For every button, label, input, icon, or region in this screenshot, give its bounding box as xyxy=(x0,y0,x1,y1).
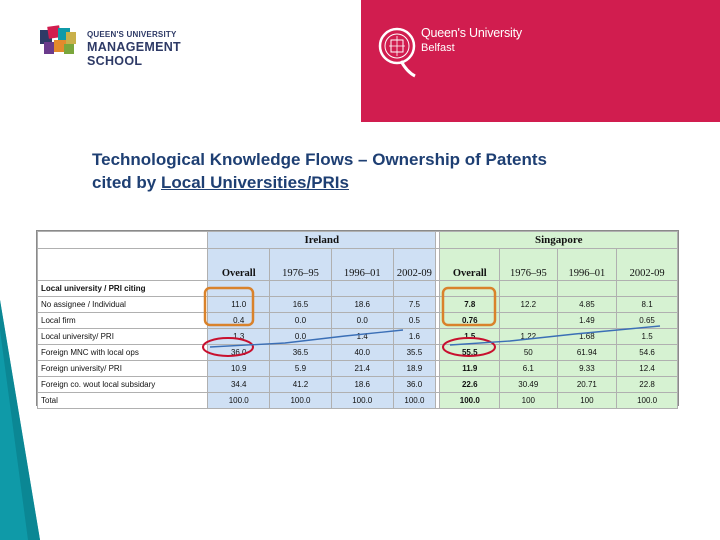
column-header: 2002-09 xyxy=(617,249,678,281)
ireland-cell: 11.0 xyxy=(208,297,270,313)
row-label: Foreign co. wout local subsidary xyxy=(38,377,208,393)
ireland-cell: 36.5 xyxy=(270,345,332,361)
blank-cell xyxy=(270,281,332,297)
ireland-cell: 36.0 xyxy=(393,377,436,393)
blank-cell xyxy=(617,281,678,297)
school-line-1: QUEEN'S UNIVERSITY xyxy=(87,30,177,39)
singapore-cell: 100.0 xyxy=(617,393,678,409)
ireland-cell: 10.9 xyxy=(208,361,270,377)
blank-cell xyxy=(500,281,557,297)
ireland-cell: 5.9 xyxy=(270,361,332,377)
ireland-group-header: Ireland xyxy=(208,232,436,249)
ireland-cell: 16.5 xyxy=(270,297,332,313)
ireland-cell: 0.0 xyxy=(270,313,332,329)
singapore-cell: 1.5 xyxy=(440,329,500,345)
blank-cell xyxy=(331,281,393,297)
column-header: 1976–95 xyxy=(500,249,557,281)
singapore-cell: 22.6 xyxy=(440,377,500,393)
singapore-cell: 100.0 xyxy=(440,393,500,409)
ireland-cell: 100.0 xyxy=(331,393,393,409)
table-body xyxy=(38,297,678,409)
row-label: Local firm xyxy=(38,313,208,329)
table-row xyxy=(38,361,678,377)
singapore-cell: 11.9 xyxy=(440,361,500,377)
section-label: Local university / PRI citing xyxy=(38,281,208,297)
singapore-cell: 30.49 xyxy=(500,377,557,393)
section-row xyxy=(38,281,678,297)
table-row xyxy=(38,377,678,393)
university-wordmark xyxy=(421,26,522,56)
singapore-cell xyxy=(500,313,557,329)
singapore-group-header: Singapore xyxy=(440,232,678,249)
table-row xyxy=(38,313,678,329)
ireland-cell: 0.0 xyxy=(270,329,332,345)
singapore-cell: 50 xyxy=(500,345,557,361)
singapore-cell: 54.6 xyxy=(617,345,678,361)
singapore-cell: 6.1 xyxy=(500,361,557,377)
title-line-1: Technological Knowledge Flows – Ownership of Patents xyxy=(92,150,547,169)
singapore-cell: 55.5 xyxy=(440,345,500,361)
row-label: Local university/ PRI xyxy=(38,329,208,345)
university-line-1: Queen's University xyxy=(421,26,522,40)
ireland-cell: 35.5 xyxy=(393,345,436,361)
ireland-cell: 21.4 xyxy=(331,361,393,377)
school-line-3: SCHOOL xyxy=(87,54,143,68)
row-label: Foreign MNC with local ops xyxy=(38,345,208,361)
singapore-cell: 4.85 xyxy=(557,297,617,313)
blank-cell xyxy=(440,281,500,297)
ireland-cell: 18.6 xyxy=(331,377,393,393)
school-line-2: MANAGEMENT xyxy=(87,40,181,54)
group-header-row xyxy=(38,232,678,249)
singapore-cell: 100 xyxy=(557,393,617,409)
row-label: Foreign university/ PRI xyxy=(38,361,208,377)
ireland-cell: 0.0 xyxy=(331,313,393,329)
singapore-cell: 20.71 xyxy=(557,377,617,393)
singapore-cell: 1.22 xyxy=(500,329,557,345)
period-header-row xyxy=(38,249,678,281)
row-label: No assignee / Individual xyxy=(38,297,208,313)
data-table xyxy=(37,231,678,409)
column-header: 2002-09 xyxy=(393,249,436,281)
singapore-cell: 1.5 xyxy=(617,329,678,345)
blank-cell xyxy=(557,281,617,297)
ireland-cell: 18.6 xyxy=(331,297,393,313)
corner-cell xyxy=(38,249,208,281)
singapore-cell: 9.33 xyxy=(557,361,617,377)
column-header: 1996–01 xyxy=(557,249,617,281)
singapore-cell: 12.2 xyxy=(500,297,557,313)
row-label: Total xyxy=(38,393,208,409)
singapore-cell: 1.49 xyxy=(557,313,617,329)
table-row xyxy=(38,297,678,313)
title-line-2-prefix: cited by xyxy=(92,173,161,192)
corner-cell xyxy=(38,232,208,249)
ireland-cell: 36.0 xyxy=(208,345,270,361)
university-line-2: Belfast xyxy=(421,42,455,54)
singapore-cell: 22.8 xyxy=(617,377,678,393)
ireland-cell: 0.4 xyxy=(208,313,270,329)
ireland-cell: 41.2 xyxy=(270,377,332,393)
ireland-cell: 18.9 xyxy=(393,361,436,377)
ireland-cell: 100.0 xyxy=(208,393,270,409)
ireland-cell: 7.5 xyxy=(393,297,436,313)
ireland-cell: 40.0 xyxy=(331,345,393,361)
ireland-cell: 34.4 xyxy=(208,377,270,393)
column-header: Overall xyxy=(440,249,500,281)
singapore-cell: 1.68 xyxy=(557,329,617,345)
decorative-stripe xyxy=(0,0,40,540)
blank-cell xyxy=(393,281,436,297)
ireland-cell: 0.5 xyxy=(393,313,436,329)
table-row xyxy=(38,345,678,361)
title-line-2 xyxy=(92,171,692,194)
column-header: Overall xyxy=(208,249,270,281)
singapore-cell: 8.1 xyxy=(617,297,678,313)
patents-table xyxy=(36,230,679,406)
table-row xyxy=(38,393,678,409)
column-header: 1976–95 xyxy=(270,249,332,281)
management-school-wordmark xyxy=(87,30,181,68)
ireland-cell: 1.6 xyxy=(393,329,436,345)
ireland-cell: 100.0 xyxy=(393,393,436,409)
column-header: 1996–01 xyxy=(331,249,393,281)
singapore-cell: 100 xyxy=(500,393,557,409)
table-row xyxy=(38,329,678,345)
singapore-cell: 7.8 xyxy=(440,297,500,313)
singapore-cell: 61.94 xyxy=(557,345,617,361)
singapore-cell: 12.4 xyxy=(617,361,678,377)
ireland-cell: 1.4 xyxy=(331,329,393,345)
management-school-logo-icon xyxy=(38,24,82,60)
blank-cell xyxy=(208,281,270,297)
ireland-cell: 100.0 xyxy=(270,393,332,409)
university-crest-icon xyxy=(377,24,417,82)
ireland-cell: 1.3 xyxy=(208,329,270,345)
singapore-cell: 0.65 xyxy=(617,313,678,329)
title-line-2-underlined: Local Universities/PRIs xyxy=(160,173,349,192)
singapore-cell: 0.76 xyxy=(440,313,500,329)
slide-title xyxy=(92,148,692,194)
